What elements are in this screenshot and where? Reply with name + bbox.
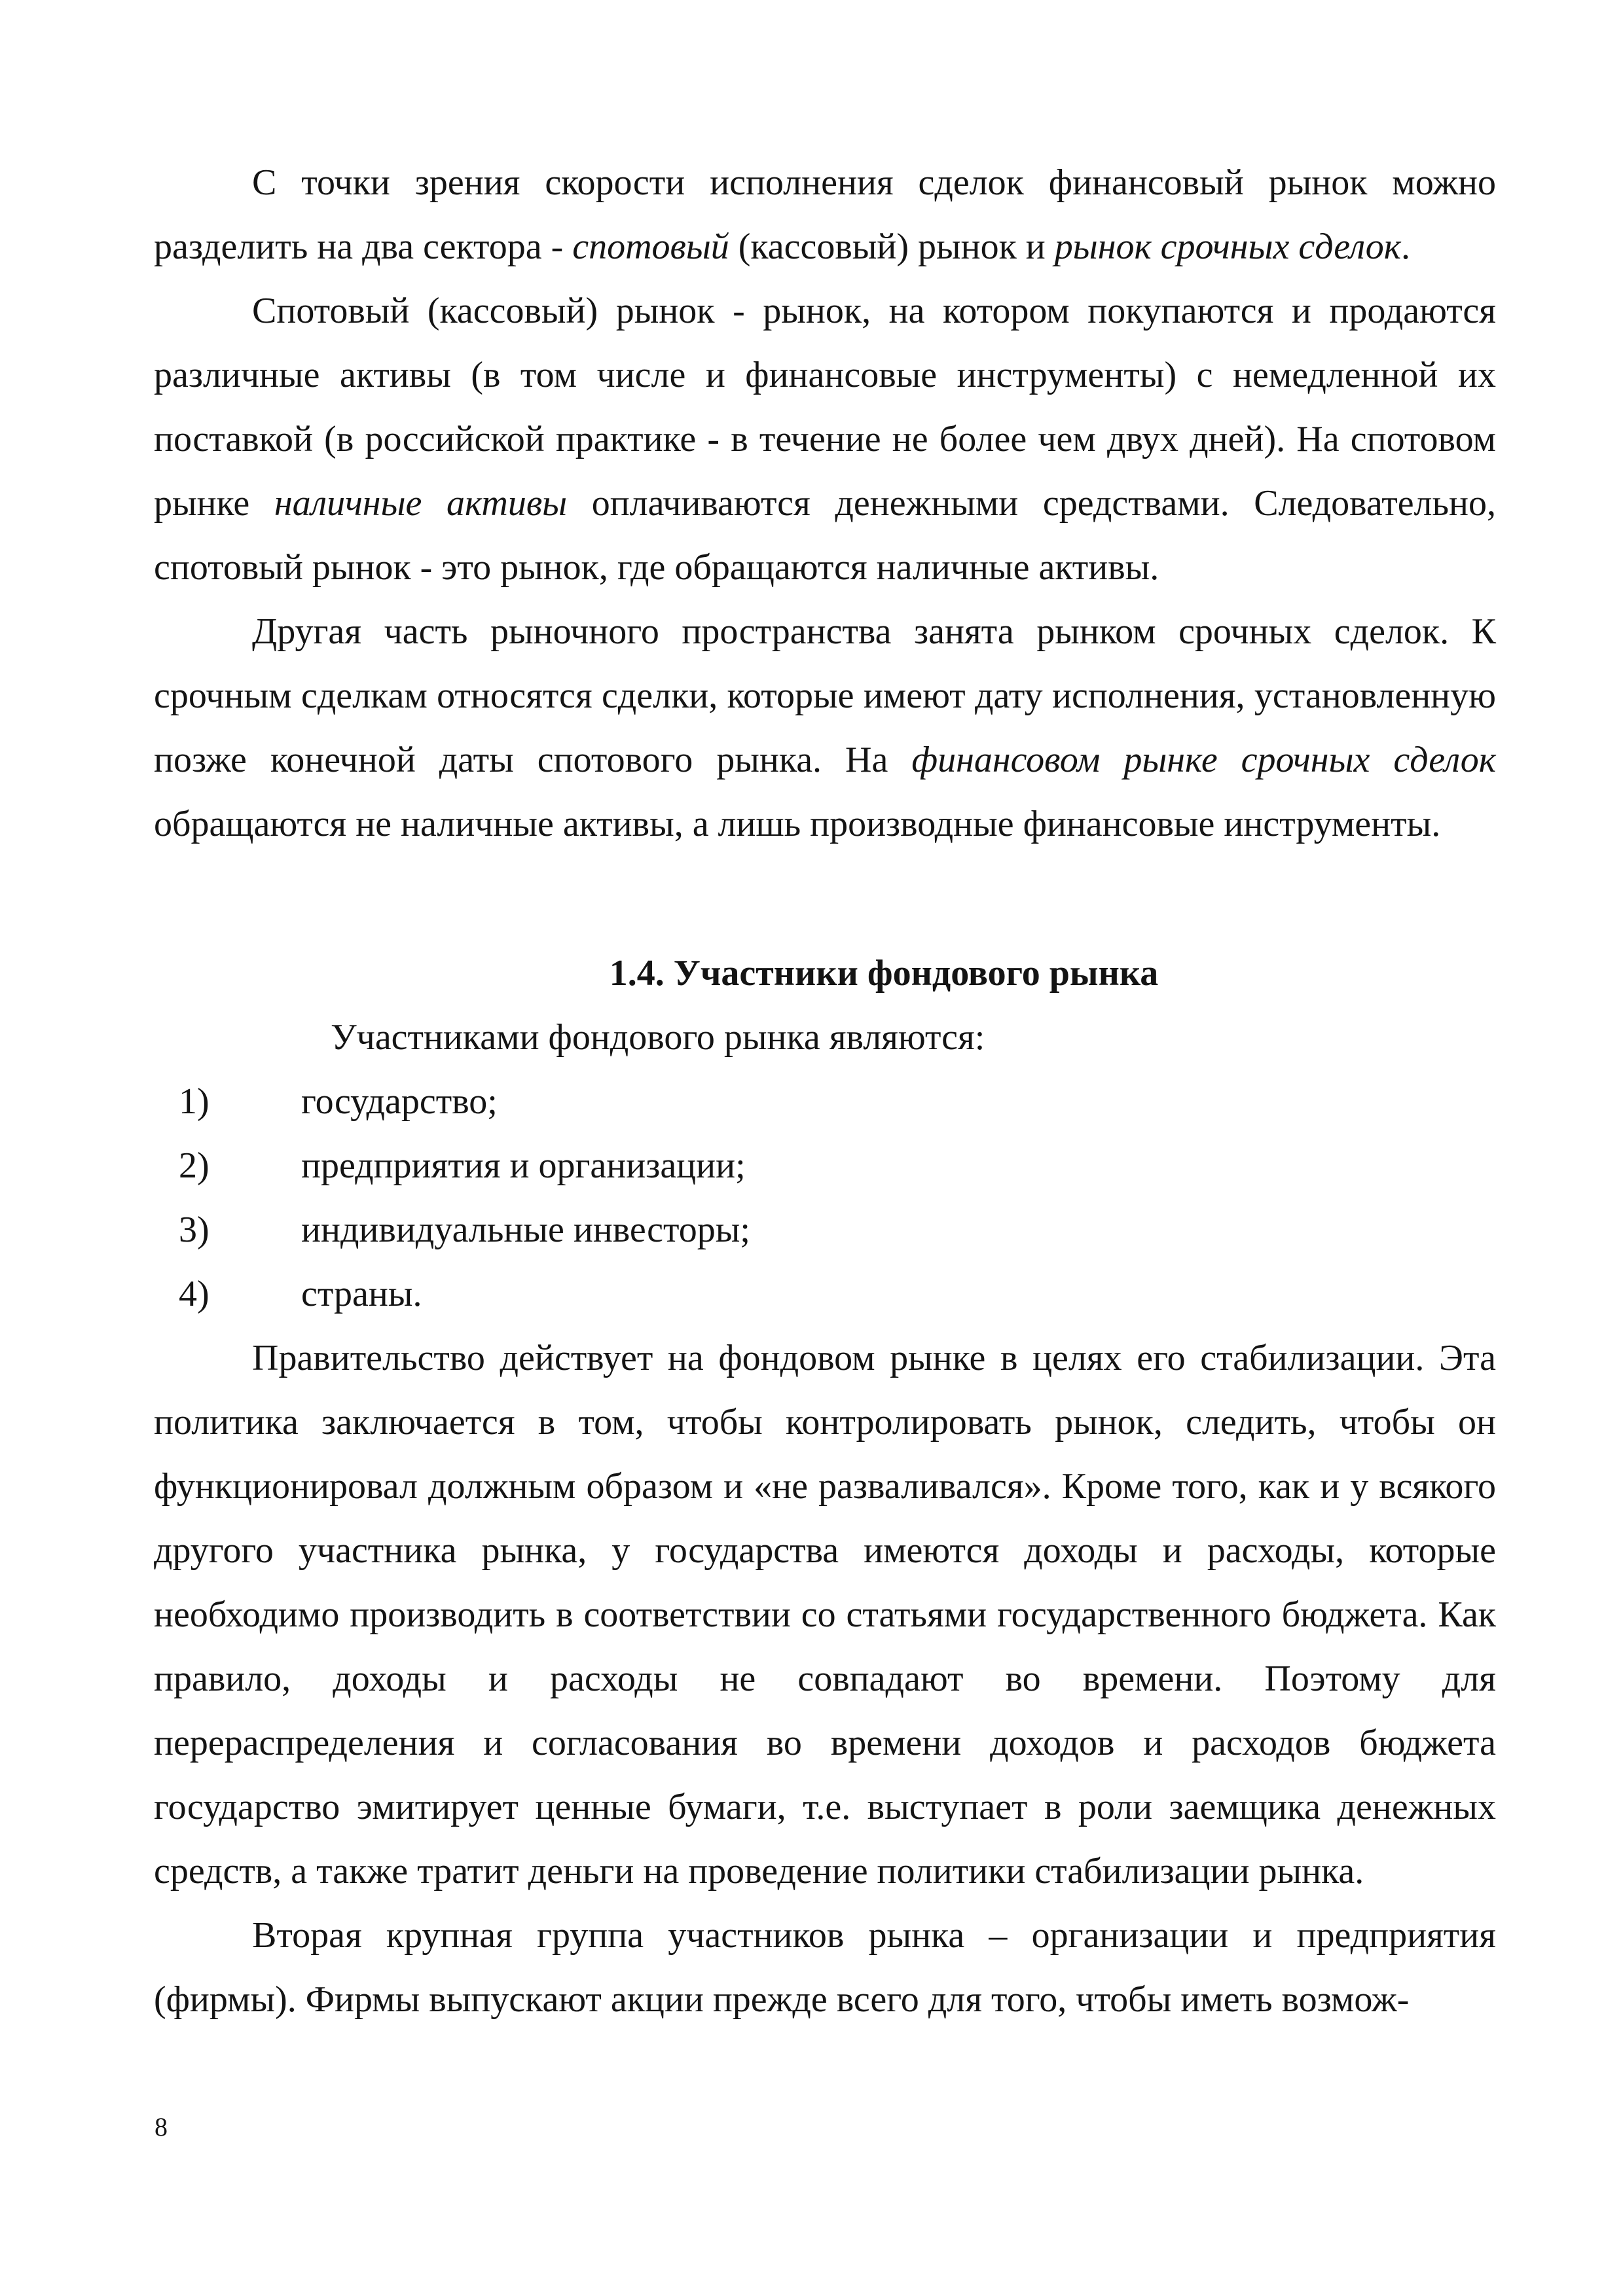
italic-term: спотовый: [572, 226, 729, 267]
list-item: [154, 1134, 1496, 1198]
text-run: С точки зрения скорости исполнения сделок финансовый рынок можно разделить на два сектора -: [154, 162, 1496, 267]
participants-list: [154, 1069, 1496, 1326]
list-text: страны.: [301, 1274, 422, 1314]
italic-term: рынок срочных сделок: [1054, 226, 1401, 267]
paragraph-firms: Вторая крупная группа участников рынка – организации и предприятия (фирмы). Фирмы выпускают акции прежде всего для того, чтобы иметь возмож-: [154, 1915, 1496, 2020]
italic-term: финансовом рынке срочных сделок: [911, 740, 1496, 780]
list-text: государство;: [301, 1081, 498, 1122]
page-number: 8: [155, 2112, 168, 2142]
text-run: Спотовый (кассовый) рынок - рынок, на котором покупаются и продаются различные активы (в том числе и финансовые инструменты) с немедленной их поставкой (в российской практике - в течение не более чем двух дней). На спотовом рынке: [154, 291, 1496, 524]
list-number: 4): [179, 1274, 210, 1314]
text-run: (кассовый) рынок и: [729, 226, 1055, 267]
list-item: [154, 1198, 1496, 1262]
list-number: 1): [179, 1081, 210, 1122]
list-number: 3): [179, 1210, 210, 1250]
list-item: [154, 1262, 1496, 1326]
text-run: обращаются не наличные активы, а лишь производные финансовые инструменты.: [154, 804, 1441, 844]
text-run: Другая часть рыночного пространства занята рынком срочных сделок. К срочным сделкам относятся сделки, которые имеют дату исполнения, установленную позже конечной даты спотового рынка. На: [154, 611, 1496, 780]
list-number: 2): [179, 1145, 210, 1186]
text-run: .: [1401, 226, 1410, 267]
section-heading: 1.4. Участники фондового рынка: [609, 953, 1159, 994]
paragraph-futures-market: [154, 600, 1496, 856]
paragraph-spot-market: [154, 279, 1496, 600]
list-text: индивидуальные инвесторы;: [301, 1210, 750, 1250]
page-content: [154, 151, 1496, 2032]
italic-term: наличные активы: [274, 483, 568, 524]
list-item: [154, 1069, 1496, 1134]
paragraph-market-sectors: [154, 151, 1496, 279]
paragraph-government: Правительство действует на фондовом рынке в целях его стабилизации. Эта политика заключается в том, чтобы контролировать рынок, следить, чтобы он функционировал должным образом и «не разваливался». Кроме того, как и у всякого другого участника рынка, у государства имеются доходы и расходы, которые необходимо производить в соответствии со статьями государственного бюджета. Как правило, доходы и расходы не совпадают во времени. Поэтому для перераспределения и согласования во времени доходов и расходов бюджета государство эмитирует ценные бумаги, т.е. выступает в роли заемщика денежных средств, а также тратит деньги на проведение политики стабилизации рынка.: [154, 1338, 1496, 1892]
list-text: предприятия и организации;: [301, 1145, 746, 1186]
text-run: оплачиваются денежными средствами. Следовательно, спотовый рынок - это рынок, где обращаются наличные активы.: [154, 483, 1497, 588]
list-intro: Участниками фондового рынка являются:: [331, 1017, 985, 1058]
